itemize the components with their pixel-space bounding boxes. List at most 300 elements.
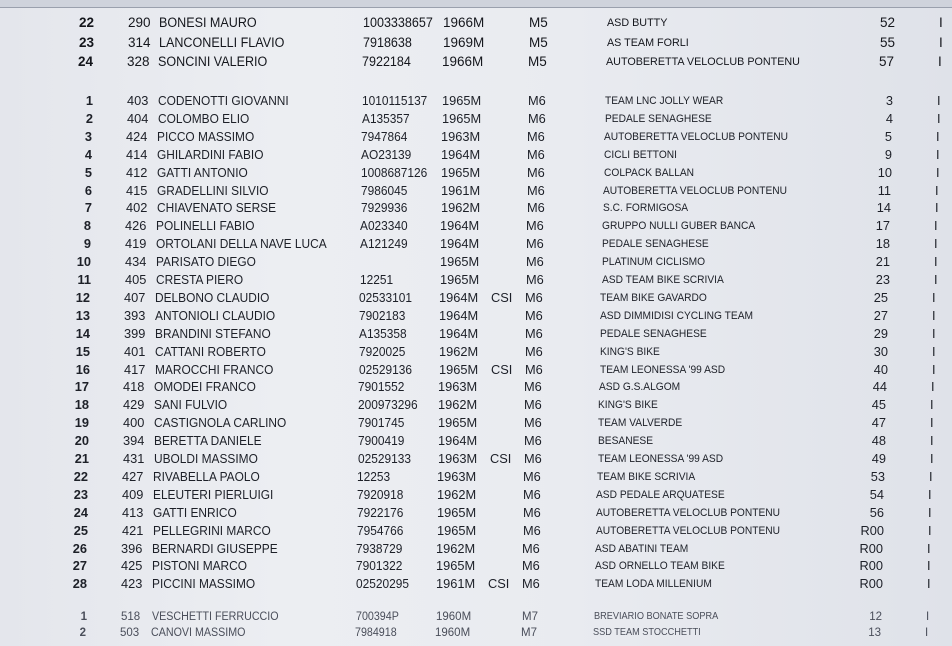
- cell-bib: 399: [124, 325, 146, 341]
- cell-card: 7920025: [359, 343, 406, 359]
- cell-pos: 27: [72, 558, 87, 574]
- cell-points: 49: [871, 451, 886, 466]
- cell-points: 9: [884, 146, 892, 162]
- cell-team: S.C. FORMIGOSA: [603, 202, 689, 215]
- cell-cat: M6: [526, 218, 544, 234]
- cell-team: BREVIARIO BONATE SOPRA: [594, 611, 719, 622]
- cell-team: AUTOBERETTA VELOCLUB PONTENU: [596, 524, 781, 537]
- cell-cat: M6: [525, 289, 543, 305]
- cell-card: 7901745: [358, 415, 405, 431]
- cell-points: 21: [875, 254, 890, 270]
- cell-team: TEAM LODA MILLENIUM: [595, 578, 712, 591]
- cell-card: 7901322: [356, 558, 403, 574]
- cell-name: SANI FULVIO: [154, 397, 228, 413]
- window-top-edge: [0, 0, 952, 8]
- cell-name: ANTONIOLI CLAUDIO: [155, 307, 276, 323]
- cell-cat: M7: [521, 627, 537, 639]
- cell-pos: 3: [84, 128, 92, 144]
- cell-bib: 426: [125, 218, 147, 234]
- cell-team: KING'S BIKE: [600, 345, 660, 358]
- cell-flag: I: [928, 486, 932, 502]
- cell-year: 1963M: [438, 379, 478, 395]
- cell-year: 1963M: [437, 468, 477, 484]
- cell-points: R00: [860, 522, 884, 538]
- cell-cat: M6: [523, 504, 541, 520]
- cell-card: 02533101: [359, 289, 412, 305]
- cell-points: 56: [869, 504, 884, 520]
- cell-name: OMODEI FRANCO: [154, 379, 256, 395]
- cell-cat: M6: [525, 325, 543, 341]
- cell-points: R00: [859, 576, 883, 592]
- cell-cat: M5: [529, 15, 548, 30]
- cell-card: 7938729: [356, 540, 403, 556]
- cell-team: ASD BUTTY: [607, 17, 668, 29]
- cell-cat: M6: [522, 558, 540, 574]
- cell-flag: I: [931, 379, 935, 395]
- cell-flag: I: [928, 504, 932, 520]
- result-row: [0, 396, 952, 414]
- cell-flag: I: [925, 627, 929, 639]
- cell-name: GATTI ANTONIO: [157, 164, 248, 180]
- cell-name: GHILARDINI FABIO: [157, 146, 264, 162]
- result-row: [0, 14, 952, 32]
- cell-year: 1961M: [436, 576, 476, 592]
- cell-bib: 417: [124, 361, 146, 377]
- cell-card: 7984918: [355, 627, 397, 639]
- cell-year: 1966M: [442, 54, 484, 69]
- cell-pos: 28: [72, 576, 87, 592]
- cell-flag: I: [932, 325, 936, 341]
- cell-name: BONESI MAURO: [159, 15, 257, 30]
- cell-flag: I: [927, 540, 931, 556]
- cell-pos: 22: [78, 15, 94, 30]
- cell-flag: I: [929, 468, 933, 484]
- cell-csi: CSI: [490, 451, 512, 466]
- cell-year: 1960M: [435, 627, 471, 639]
- cell-year: 1965M: [440, 254, 480, 270]
- cell-bib: 424: [126, 128, 148, 144]
- cell-team: TEAM BIKE GAVARDO: [600, 291, 707, 304]
- cell-year: 1963M: [441, 128, 481, 144]
- cell-pos: 14: [75, 325, 90, 341]
- cell-year: 1962M: [438, 397, 478, 413]
- cell-points: 30: [873, 343, 888, 359]
- cell-team: AUTOBERETTA VELOCLUB PONTENU: [596, 506, 781, 519]
- cell-year: 1964M: [441, 146, 481, 162]
- cell-card: 7920918: [357, 486, 404, 502]
- cell-points: 12: [869, 611, 882, 623]
- cell-name: COLOMBO ELIO: [158, 110, 250, 126]
- cell-flag: I: [932, 343, 936, 359]
- cell-points: 27: [873, 307, 888, 323]
- cell-flag: I: [934, 218, 938, 234]
- cell-year: 1960M: [436, 611, 472, 623]
- cell-bib: 396: [121, 540, 143, 556]
- cell-cat: M6: [525, 343, 543, 359]
- cell-team: KING'S BIKE: [598, 399, 658, 412]
- result-row: [0, 164, 952, 182]
- cell-card: 02529133: [358, 451, 411, 466]
- result-row: [0, 92, 952, 110]
- cell-team: COLPACK BALLAN: [604, 166, 695, 179]
- cell-name: CANOVI MASSIMO: [151, 627, 246, 639]
- cell-pos: 4: [84, 146, 92, 162]
- cell-card: AO23139: [361, 146, 412, 162]
- cell-flag: I: [927, 576, 931, 592]
- cell-bib: 518: [121, 611, 141, 623]
- cell-card: A135358: [359, 325, 407, 341]
- result-row: [0, 504, 952, 522]
- cell-team: ASD G.S.ALGOM: [599, 381, 681, 394]
- cell-flag: I: [926, 611, 930, 623]
- cell-cat: M6: [522, 576, 540, 592]
- cell-pos: 5: [84, 164, 92, 180]
- cell-points: 25: [873, 289, 888, 305]
- cell-flag: I: [930, 397, 934, 413]
- cell-points: 17: [875, 218, 890, 234]
- cell-year: 1964M: [439, 325, 479, 341]
- cell-name: VESCHETTI FERRUCCIO: [152, 611, 279, 623]
- cell-name: ELEUTERI PIERLUIGI: [153, 486, 274, 502]
- cell-cat: M6: [524, 433, 542, 449]
- cell-bib: 409: [122, 486, 144, 502]
- cell-points: 5: [884, 128, 892, 144]
- cell-year: 1962M: [441, 200, 481, 216]
- cell-cat: M6: [523, 486, 541, 502]
- cell-flag: I: [939, 15, 943, 30]
- cell-bib: 414: [126, 146, 148, 162]
- cell-name: PICCINI MASSIMO: [152, 576, 256, 592]
- cell-card: 200973296: [358, 397, 418, 413]
- result-row: [0, 540, 952, 558]
- cell-team: TEAM LEONESSA '99 ASD: [600, 363, 726, 376]
- cell-card: 02520295: [356, 576, 409, 592]
- result-row: [0, 486, 952, 504]
- cell-flag: I: [934, 272, 938, 287]
- cell-name: PARISATO DIEGO: [156, 254, 256, 270]
- cell-points: 10: [877, 164, 892, 180]
- cell-year: 1965M: [442, 93, 482, 108]
- cell-cat: M6: [528, 93, 546, 108]
- cell-points: 3: [885, 93, 893, 108]
- cell-card: 1008687126: [361, 164, 428, 180]
- cell-pos: 24: [77, 54, 93, 69]
- cell-flag: I: [936, 146, 940, 162]
- cell-flag: I: [932, 289, 936, 305]
- cell-name: CHIAVENATO SERSE: [157, 200, 277, 216]
- cell-cat: M6: [526, 254, 544, 270]
- cell-team: SSD TEAM STOCCHETTI: [593, 627, 701, 638]
- cell-name: CATTANI ROBERTO: [155, 343, 266, 359]
- cell-flag: I: [932, 361, 936, 377]
- cell-flag: I: [928, 522, 932, 538]
- cell-points: 40: [873, 361, 888, 377]
- cell-name: PISTONI MARCO: [152, 558, 248, 574]
- cell-card: 7929936: [361, 200, 408, 216]
- cell-points: 45: [871, 397, 886, 413]
- cell-team: AUTOBERETTA VELOCLUB PONTENU: [603, 184, 788, 197]
- cell-points: 53: [870, 468, 885, 484]
- cell-pos: 20: [74, 433, 89, 449]
- cell-card: A135357: [362, 110, 410, 126]
- cell-year: 1965M: [441, 164, 481, 180]
- result-row: [0, 325, 952, 343]
- cell-year: 1961M: [441, 182, 481, 198]
- cell-flag: I: [936, 128, 940, 144]
- result-row: [0, 199, 952, 217]
- cell-card: 12253: [357, 468, 391, 484]
- cell-pos: 1: [80, 611, 87, 623]
- cell-pos: 16: [75, 361, 90, 377]
- cell-pos: 23: [73, 486, 88, 502]
- cell-cat: M6: [526, 236, 544, 252]
- cell-cat: M6: [527, 128, 545, 144]
- cell-cat: M6: [525, 361, 543, 377]
- cell-bib: 400: [123, 415, 145, 431]
- result-row: [0, 128, 952, 146]
- cell-pos: 7: [84, 200, 92, 216]
- cell-card: 7922184: [362, 54, 411, 69]
- cell-flag: I: [936, 164, 940, 180]
- cell-bib: 429: [123, 397, 145, 413]
- cell-bib: 393: [124, 307, 146, 323]
- cell-flag: I: [937, 110, 941, 126]
- cell-name: BERETTA DANIELE: [154, 433, 262, 449]
- cell-card: A121249: [360, 236, 408, 252]
- cell-card: 02529136: [359, 361, 412, 377]
- cell-points: 11: [877, 182, 891, 198]
- cell-points: 44: [872, 379, 887, 395]
- cell-points: 52: [879, 15, 895, 30]
- cell-bib: 418: [123, 379, 145, 395]
- cell-team: PEDALE SENAGHESE: [600, 327, 707, 340]
- cell-cat: M6: [524, 415, 542, 431]
- cell-pos: 17: [74, 379, 89, 395]
- cell-team: TEAM VALVERDE: [598, 417, 683, 430]
- cell-points: 54: [869, 486, 884, 502]
- cell-team: TEAM BIKE SCRIVIA: [597, 470, 696, 483]
- cell-pos: 1: [85, 93, 93, 108]
- cell-year: 1962M: [437, 486, 477, 502]
- cell-card: 12251: [360, 272, 394, 287]
- result-row: [0, 34, 952, 52]
- cell-year: 1964M: [440, 236, 480, 252]
- cell-bib: 413: [122, 504, 144, 520]
- cell-name: BRANDINI STEFANO: [155, 325, 271, 341]
- cell-flag: I: [927, 558, 931, 574]
- cell-pos: 8: [83, 218, 91, 234]
- cell-team: ASD ORNELLO TEAM BIKE: [595, 560, 725, 573]
- cell-year: 1965M: [438, 415, 478, 431]
- cell-card: 7986045: [361, 182, 408, 198]
- cell-cat: M6: [524, 451, 542, 466]
- cell-pos: 11: [77, 272, 91, 287]
- cell-csi: CSI: [488, 576, 510, 592]
- result-row: [0, 289, 952, 307]
- cell-card: 7901552: [358, 379, 405, 395]
- result-row: [0, 307, 952, 325]
- result-row: [0, 235, 952, 253]
- cell-pos: 18: [74, 397, 89, 413]
- cell-cat: M5: [529, 34, 548, 50]
- cell-csi: CSI: [491, 361, 513, 377]
- cell-card: 7902183: [359, 307, 406, 323]
- cell-team: ASD PEDALE ARQUATESE: [596, 488, 725, 501]
- cell-flag: I: [935, 182, 939, 198]
- cell-flag: I: [930, 433, 934, 449]
- cell-year: 1964M: [439, 289, 479, 305]
- cell-cat: M6: [522, 540, 540, 556]
- cell-team: GRUPPO NULLI GUBER BANCA: [602, 220, 756, 233]
- cell-flag: I: [934, 236, 938, 252]
- result-row: [0, 414, 952, 432]
- cell-year: 1969M: [443, 34, 485, 50]
- cell-year: 1964M: [438, 433, 478, 449]
- cell-bib: 290: [128, 15, 151, 30]
- result-row: [0, 450, 952, 468]
- cell-cat: M6: [527, 164, 545, 180]
- cell-name: MAROCCHI FRANCO: [155, 361, 274, 377]
- cell-pos: 12: [75, 289, 90, 305]
- cell-bib: 425: [121, 558, 143, 574]
- cell-name: CODENOTTI GIOVANNI: [158, 93, 289, 108]
- cell-name: DELBONO CLAUDIO: [155, 289, 270, 305]
- cell-bib: 434: [125, 254, 147, 270]
- cell-points: R00: [859, 558, 883, 574]
- cell-points: 13: [868, 627, 881, 639]
- cell-flag: I: [930, 415, 934, 431]
- cell-bib: 402: [126, 200, 148, 216]
- cell-points: 18: [875, 236, 890, 252]
- result-row: [0, 182, 952, 200]
- cell-bib: 427: [122, 468, 144, 484]
- result-row: [0, 468, 952, 486]
- cell-pos: 19: [74, 415, 89, 431]
- cell-pos: 10: [76, 254, 91, 270]
- result-row: [0, 253, 952, 271]
- cell-year: 1965M: [437, 522, 477, 538]
- cell-points: 29: [873, 325, 888, 341]
- cell-pos: 6: [84, 182, 92, 198]
- cell-year: 1964M: [439, 307, 479, 323]
- cell-name: ORTOLANI DELLA NAVE LUCA: [156, 236, 327, 252]
- result-row: [0, 378, 952, 396]
- cell-year: 1962M: [436, 540, 476, 556]
- cell-card: 7922176: [357, 504, 404, 520]
- cell-name: LANCONELLI FLAVIO: [159, 34, 285, 50]
- cell-pos: 26: [72, 540, 87, 556]
- result-row: [0, 53, 952, 71]
- cell-pos: 24: [73, 504, 88, 520]
- cell-year: 1966M: [443, 15, 485, 30]
- cell-team: BESANESE: [598, 435, 654, 448]
- result-row: [0, 624, 952, 642]
- cell-card: 700394P: [356, 611, 399, 623]
- cell-name: BERNARDI GIUSEPPE: [152, 540, 278, 556]
- cell-pos: 2: [85, 110, 93, 126]
- cell-bib: 431: [123, 451, 145, 466]
- cell-name: POLINELLI FABIO: [156, 218, 255, 234]
- cell-team: CICLI BETTONI: [604, 148, 678, 161]
- cell-bib: 394: [123, 433, 145, 449]
- cell-team: PLATINUM CICLISMO: [602, 256, 706, 269]
- cell-pos: 21: [74, 451, 89, 466]
- cell-card: 7947864: [361, 128, 408, 144]
- cell-pos: 23: [78, 34, 94, 50]
- cell-cat: M6: [523, 468, 541, 484]
- cell-bib: 403: [127, 93, 149, 108]
- cell-card: 1010115137: [362, 93, 428, 108]
- cell-points: R00: [859, 540, 883, 556]
- result-row: [0, 432, 952, 450]
- cell-pos: 9: [83, 236, 91, 252]
- cell-flag: I: [935, 200, 939, 216]
- cell-points: 55: [879, 34, 895, 50]
- cell-bib: 415: [126, 182, 148, 198]
- cell-name: GATTI ENRICO: [153, 504, 237, 520]
- cell-cat: M7: [522, 611, 538, 623]
- cell-pos: 2: [79, 627, 86, 639]
- cell-name: SONCINI VALERIO: [158, 54, 268, 69]
- cell-points: 57: [878, 54, 894, 69]
- cell-bib: 419: [125, 236, 147, 252]
- cell-cat: M6: [527, 146, 545, 162]
- cell-year: 1965M: [440, 272, 480, 287]
- result-row: [0, 110, 952, 128]
- cell-cat: M6: [527, 200, 545, 216]
- cell-card: 1003338657: [363, 15, 433, 30]
- result-row: [0, 575, 952, 593]
- cell-team: ASD TEAM BIKE SCRIVIA: [602, 274, 724, 286]
- cell-points: 47: [871, 415, 886, 431]
- cell-year: 1965M: [437, 504, 477, 520]
- cell-year: 1964M: [440, 218, 480, 234]
- result-row: [0, 271, 952, 289]
- cell-flag: I: [932, 307, 936, 323]
- cell-bib: 412: [126, 164, 148, 180]
- cell-bib: 401: [124, 343, 146, 359]
- cell-pos: 25: [73, 522, 88, 538]
- cell-cat: M6: [524, 397, 542, 413]
- cell-team: AUTOBERETTA VELOCLUB PONTENU: [604, 130, 789, 143]
- cell-team: PEDALE SENAGHESE: [602, 238, 709, 251]
- cell-pos: 15: [75, 343, 90, 359]
- result-row: [0, 343, 952, 361]
- cell-name: RIVABELLA PAOLO: [153, 468, 260, 484]
- cell-flag: I: [938, 54, 942, 69]
- result-row: [0, 146, 952, 164]
- cell-name: PELLEGRINI MARCO: [153, 522, 271, 538]
- cell-team: ASD DIMMIDISI CYCLING TEAM: [600, 309, 754, 322]
- result-row: [0, 522, 952, 540]
- cell-bib: 421: [122, 522, 144, 538]
- cell-name: UBOLDI MASSIMO: [154, 451, 258, 466]
- cell-team: AS TEAM FORLI: [607, 36, 689, 49]
- cell-cat: M5: [528, 54, 547, 69]
- result-row: [0, 361, 952, 379]
- cell-bib: 405: [125, 272, 147, 287]
- result-row: [0, 217, 952, 235]
- cell-points: 4: [885, 110, 893, 126]
- cell-points: 48: [871, 433, 886, 449]
- cell-flag: I: [934, 254, 938, 270]
- cell-cat: M6: [527, 182, 545, 198]
- cell-flag: I: [939, 34, 943, 50]
- cell-team: PEDALE SENAGHESE: [605, 112, 712, 125]
- cell-bib: 423: [121, 576, 143, 592]
- cell-points: 14: [876, 200, 891, 216]
- cell-pos: 13: [75, 307, 90, 323]
